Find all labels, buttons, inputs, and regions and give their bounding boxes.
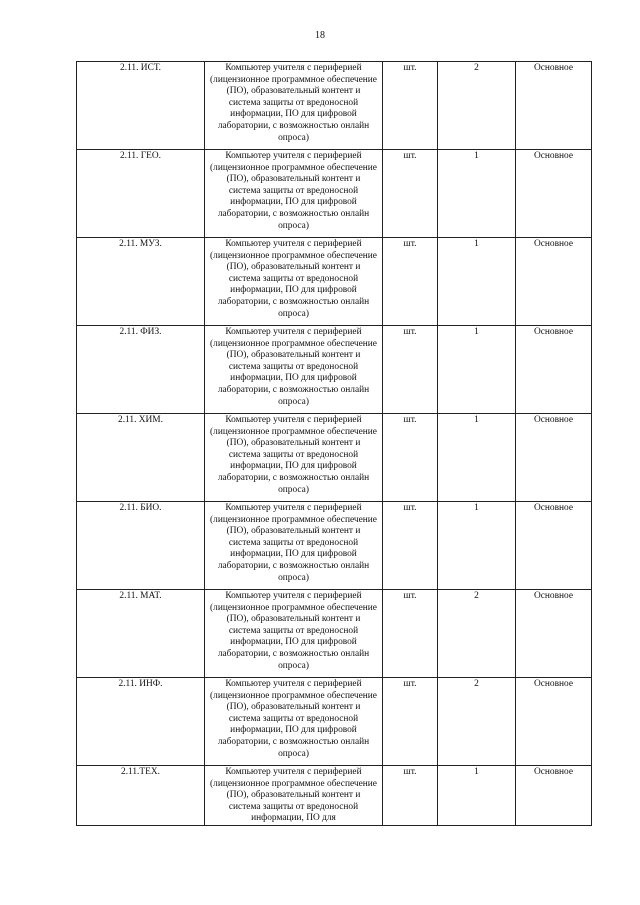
table-row xyxy=(77,238,592,326)
cell-unit: шт. xyxy=(383,238,438,326)
cell-name: Компьютер учителя с периферией (лицензионное программное обеспечение (ПО), образовательный контент и система защиты от вредоносной информации, ПО для цифровой лаборатории, с возможностью онлайн опроса) xyxy=(205,502,383,590)
cell-qty: 1 xyxy=(438,326,516,414)
cell-name: Компьютер учителя с периферией (лицензионное программное обеспечение (ПО), образовательный контент и система защиты от вредоносной информации, ПО для цифровой лаборатории, с возможностью онлайн опроса) xyxy=(205,414,383,502)
cell-type: Основное xyxy=(516,766,592,826)
cell-unit: шт. xyxy=(383,766,438,826)
cell-unit: шт. xyxy=(383,326,438,414)
cell-code: 2.11. ФИЗ. xyxy=(77,326,205,414)
cell-qty: 1 xyxy=(438,150,516,238)
cell-type: Основное xyxy=(516,414,592,502)
cell-name: Компьютер учителя с периферией (лицензионное программное обеспечение (ПО), образовательный контент и система защиты от вредоносной информации, ПО для цифровой лаборатории, с возможностью онлайн опроса) xyxy=(205,150,383,238)
cell-qty: 1 xyxy=(438,502,516,590)
table-row xyxy=(77,414,592,502)
cell-code: 2.11. БИО. xyxy=(77,502,205,590)
cell-unit: шт. xyxy=(383,414,438,502)
table-row xyxy=(77,326,592,414)
cell-unit: шт. xyxy=(383,502,438,590)
table-row xyxy=(77,678,592,766)
cell-type: Основное xyxy=(516,238,592,326)
cell-name: Компьютер учителя с периферией (лицензионное программное обеспечение (ПО), образовательный контент и система защиты от вредоносной информации, ПО для цифровой лаборатории, с возможностью онлайн опроса) xyxy=(205,238,383,326)
cell-name: Компьютер учителя с периферией (лицензионное программное обеспечение (ПО), образовательный контент и система защиты от вредоносной информации, ПО для цифровой лаборатории, с возможностью онлайн опроса) xyxy=(205,590,383,678)
cell-qty: 1 xyxy=(438,766,516,826)
cell-type: Основное xyxy=(516,150,592,238)
cell-code: 2.11. ИНФ. xyxy=(77,678,205,766)
cell-qty: 1 xyxy=(438,238,516,326)
cell-type: Основное xyxy=(516,590,592,678)
cell-type: Основное xyxy=(516,62,592,150)
equipment-table xyxy=(76,61,592,826)
cell-code: 2.11. ХИМ. xyxy=(77,414,205,502)
cell-name: Компьютер учителя с периферией (лицензионное программное обеспечение (ПО), образовательный контент и система защиты от вредоносной информации, ПО для цифровой лаборатории, с возможностью онлайн опроса) xyxy=(205,62,383,150)
cell-unit: шт. xyxy=(383,150,438,238)
table-row xyxy=(77,150,592,238)
table-row xyxy=(77,502,592,590)
cell-name: Компьютер учителя с периферией (лицензионное программное обеспечение (ПО), образовательный контент и система защиты от вредоносной информации, ПО для цифровой лаборатории, с возможностью онлайн опроса) xyxy=(205,326,383,414)
table-row xyxy=(77,766,592,826)
cell-type: Основное xyxy=(516,326,592,414)
cell-name: Компьютер учителя с периферией (лицензионное программное обеспечение (ПО), образовательный контент и система защиты от вредоносной информации, ПО для xyxy=(205,766,383,826)
equipment-table-body xyxy=(77,62,592,826)
cell-name: Компьютер учителя с периферией (лицензионное программное обеспечение (ПО), образовательный контент и система защиты от вредоносной информации, ПО для цифровой лаборатории, с возможностью онлайн опроса) xyxy=(205,678,383,766)
cell-unit: шт. xyxy=(383,678,438,766)
cell-type: Основное xyxy=(516,502,592,590)
cell-code: 2.11.ТЕХ. xyxy=(77,766,205,826)
cell-code: 2.11. МУЗ. xyxy=(77,238,205,326)
cell-qty: 2 xyxy=(438,62,516,150)
cell-code: 2.11. ИСТ. xyxy=(77,62,205,150)
cell-qty: 2 xyxy=(438,590,516,678)
page-number: 18 xyxy=(315,30,325,41)
cell-qty: 2 xyxy=(438,678,516,766)
table-row xyxy=(77,590,592,678)
cell-unit: шт. xyxy=(383,590,438,678)
cell-type: Основное xyxy=(516,678,592,766)
cell-qty: 1 xyxy=(438,414,516,502)
table-row xyxy=(77,62,592,150)
cell-code: 2.11. ГЕО. xyxy=(77,150,205,238)
cell-code: 2.11. МАТ. xyxy=(77,590,205,678)
cell-unit: шт. xyxy=(383,62,438,150)
